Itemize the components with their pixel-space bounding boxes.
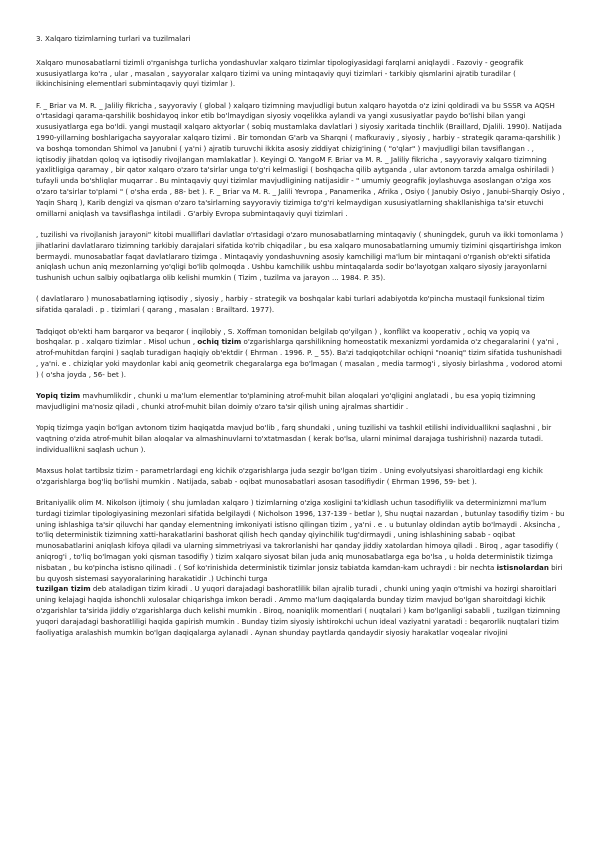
paragraph-9-text-middle: biri bu quyosh sistemasi sayyoralarining harakatidir .) Uchinchi turga xyxy=(36,562,563,583)
paragraph-7: Yopiq tizimga yaqin bo'lgan avtonom tizim haqiqatda mavjud bo'lib , farq shundaki , uning tuzilishi va tashkil etilishi individuallikni saqlashni , bir vaqtning o'zida atrof-muhit bilan aloqalar va almashinuvlarni to'xtatmasdan ( kerak bo'lsa, ularni minimal darajaga tushirishni) nazarda tutadi. individuallikni saqlash uchun ). xyxy=(36,423,552,454)
section-heading: 3. Xalqaro tizimlarning turlari va tuzilmalari xyxy=(36,34,191,43)
paragraph-3: , tuzilishi va rivojlanish jarayoni" kitobi mualliflari davlatlar o'rtasidagi o'zaro munosabatlarning mintaqaviy ( shuningdek, guruh va ikki tomonlama ) jihatlarini davlatlararo tizimning tarkibiy darajalari sifatida ko'rib chiqadilar , bu esa xalqaro munosabatlarning umumiy tizimini qisqartirishga imkon bermaydi. munosabatlar faqat davlatlararo tizimga . Mintaqaviy yondashuvning asosiy kamchiligi ma'lum bir mintaqani o'rganish ob'ekti sifatida aniqlash uchun aniq mezonlarning yo'qligi bo'lib qolmoqda . Ushbu kamchilik ushbu mintaqalarda sodir bo'layotgan xalqaro siyosiy jarayonlarni tushunish uchun salbiy oqibatlarga olib kelishi mumkin ( Tizim , tuzilma va jarayon ... 1984. P. 35). xyxy=(36,229,564,283)
paragraph-1: Xalqaro munosabatlarni tizimli o'rganishga turlicha yondashuvlar xalqaro tizimlar tipologiyasidagi farqlarni aniqlaydi . Fazoviy - geografik xususiyatlarga ko'ra , ular , masalan , sayyoralar xalqaro tizimi va uning mintaqaviy quyi tizimlari - tarkibiy qismlarini ajratib turadilar ( ikkinchisining elementlari submintaqaviy quyi tizimlar ). xyxy=(36,57,524,89)
paragraph-8: Maxsus holat tartibsiz tizim - parametrlardagi eng kichik o'zgarishlarga juda sezgir bo'lgan tizim . Uning evolyutsiyasi sharoitlardagi eng kichik o'zgarishlarga bog'liq bo'lishi mumkin . Natijada, sabab - oqibat munosabatlari asosan tasodifiydir ( Ehrman 1996, 59- bet ). xyxy=(36,466,543,486)
paragraph-2: F. _ Briar va M. R. _ Jaliliy fikricha , sayyoraviy ( global ) xalqaro tizimning mavjudligi butun xalqaro hayotda o'z izini qoldiradi va bu SSSR va AQSH o'rtasidagi qarama-qarshilik boshidayoq inkor etib bo'lmaydigan siyosiy voqelikka aylandi va yangi xususiyatlar paydo bo'lishi bilan yangi xususiyatlarga ega bo'ldi. yangi mustaqil xalqaro aktyorlar ( sobiq mustamlaka davlatlari ) siyosiy xaritada tinchlik (Braillard, Djalili. 1990). Natijada 1990-yillarning boshlarigacha sayyoralar xalqaro tizimi . Bir tomondan G'arb va Sharqni ( mafkuraviy , siyosiy , harbiy - strategik qarama-qarshilik ) va boshqa tomondan Shimol va Janubni ( ya'ni ) ajratib turuvchi ikkita asosiy ziddiyat chizig'ining ( "o'qlar" ) mavjudligi bilan tavsiflangan . , iqtisodiy jihatdan qoloq va iqtisodiy rivojlangan mamlakatlar ). Keyingi O. YangoM F. Briar va M. R. _ Jaliliy fikricha , sayyoraviy xalqaro tizimning yaxlitligiga qaramay , bir qator xalqaro o'zaro ta'sirlar unga to'g'ri kelmasligi ( boshqacha qilib aytganda , ular avtonom tarzda amalga oshiriladi ) tufayli unda bo'shliqlar muqarrar . Bu mintaqaviy quyi tizimlar mavjudligining natijasidir - " umumiy geografik joylashuvga asoslangan o'ziga xos o'zaro ta'sirlar to'plami " ( o'sha erda , 88- bet ). F. _ Briar va M. R. _ Jalili Yevropa , Panamerika , Afrika , Osiyo ( Janubiy Osiyo , Janubi-Sharqiy Osiyo , Yaqin Sharq ), Karib dengizi va qisman o'zaro ta'sirlarning sayyoraviy tizimiga to'g'ri kelmaydigan xususiyatlarning shakllanishiga ta'sir etuvchi omillarni aniqlash va tavsiflashga intiladi . G'arbiy Evropa submintaqaviy quyi tizimlari . xyxy=(36,100,565,218)
term-structured-system: tuzilgan tizim xyxy=(36,584,91,594)
paragraph-5 xyxy=(36,327,565,381)
paragraph-9-text-before: Britaniyalik olim M. Nikolson ijtimoiy ( shu jumladan xalqaro ) tizimlarning o'ziga xosligini ta'kidlash uchun tasodifiylik va determinizmni ma'lum turdagi tizimlar tipologiyasining mezonlari sifatida belgilaydi ( Nicholson 1996, 137-139 - betlar ), Shu nuqtai nazardan , butunlay tasodifiy tizim - bu uning ishlashiga ta'sir qiluvchi har qanday elementning imkoniyati istisno qilingan tizim , ya'ni . e . u butunlay oldindan aytib bo'lmaydi . Aksincha , to'liq deterministik tizimning xatti-harakatlarini bashorat qilish hech qanday qiyinchilik tug'dirmaydi , uning ishlashining sabab - oqibat munosabatlarini aniqlash kifoya qiladi va ularning simmetriyasi va takrorlanishi har qanday jiddiy xatolardan himoya qiladi . Biroq , agar tasodifiy ( aniqrog'i , to'liq bo'lmagan yoki qisman tasodifiy ) tizim xalqaro siyosat bilan juda aniq munosabatlarga ega bo'lsa , u holda deterministik tizimga nisbatan , bu ko'pincha istisno qilinadi . ( Sof ko'rinishida deterministik tizimlar jonsiz tabiatda kamdan-kam uchraydi : bir nechta xyxy=(36,498,565,572)
term-closed-system: Yopiq tizim xyxy=(36,391,81,401)
paragraph-5-text-after: o'zgarishlarga qarshilikning homeostatik mexanizmi yordamida o'z chegaralarini ( ya'ni , atrof-muhitdan farqini ) saqlab turadigan haqiqiy ob'ektdir ( Ehrman . 1996. P. _ 55). Ba'zi tadqiqotchilar ochiqni "noaniq" tizim sifatida tushunishadi , ya'ni. e . chiziqlar yoki maydonlar kabi aniq geometrik chegaralarga ega bo'lmagan ( masalan , media tarmog'i , siyosiy birlashma , vodorod atomi ) ( o'sha joyda , 56- bet ). xyxy=(36,337,563,379)
term-open-system: ochiq tizim xyxy=(197,337,242,347)
paragraph-5-text-before: Tadqiqot ob'ekti ham barqaror va beqaror ( inqilobiy , S. Xoffman tomonidan belgilab qo'yilgan ) , konflikt va kooperativ , ochiq va yopiq va boshqalar. p . xalqaro tizimlar . Misol uchun , xyxy=(36,326,530,347)
paragraph-9 xyxy=(36,498,565,638)
paragraph-6 xyxy=(36,391,565,413)
paragraph-9-text-after: deb ataladigan tizim kiradi . U yuqori darajadagi bashoratlilik bilan ajralib turadi , chunki uning yaqin o'tmishi va hozirgi sharoitlari uning kelajagi haqida ishonchli xulosalar chiqarishga imkon beradi . Ammo ma'lum daqiqalarda bunday tizim mavjud bo'lgan sharoitdagi kichik o'zgarishlar ta'sirida jiddiy o'zgarishlarga duch kelishi mumkin . Biroq, noaniqlik momentlari ( nuqtalari ) kam bo'lganligi sababli , tuzilgan tizimning yuqori darajadagi bashoratliligi haqida gapirish mumkin . Bunday tizim siyosiy ishtirokchi uchun ideal vaziyatni yaratadi : beqarorlik nuqtalari tizim faoliyatiga aralashish mumkin bo'lgan daqiqalarga aylanadi . Aynan shunday paytlarda qandaydir siyosiy harakatlar voqealar rivojini xyxy=(36,584,561,637)
term-exceptions: istisnolardan xyxy=(496,562,549,572)
paragraph-4: ( davlatlararo ) munosabatlarning iqtisodiy , siyosiy , harbiy - strategik va boshqalar kabi turlari adabiyotda ko'pincha mustaqil funksional tizim sifatida qaraladi . p . tizimlari ( qarang , masalan : Brailtard. 1977). xyxy=(36,294,545,315)
paragraph-6-text-after: mavhumlikdir , chunki u ma'lum elementlar to'plamining atrof-muhit bilan aloqalari yo'qligini anglatadi , bu esa yopiq tizimning mavjudligini ma'nosiz qiladi , chunki atrof-muhit bilan doimiy o'zaro ta'sir qilish uning ajralmas shartidir . xyxy=(36,391,536,411)
